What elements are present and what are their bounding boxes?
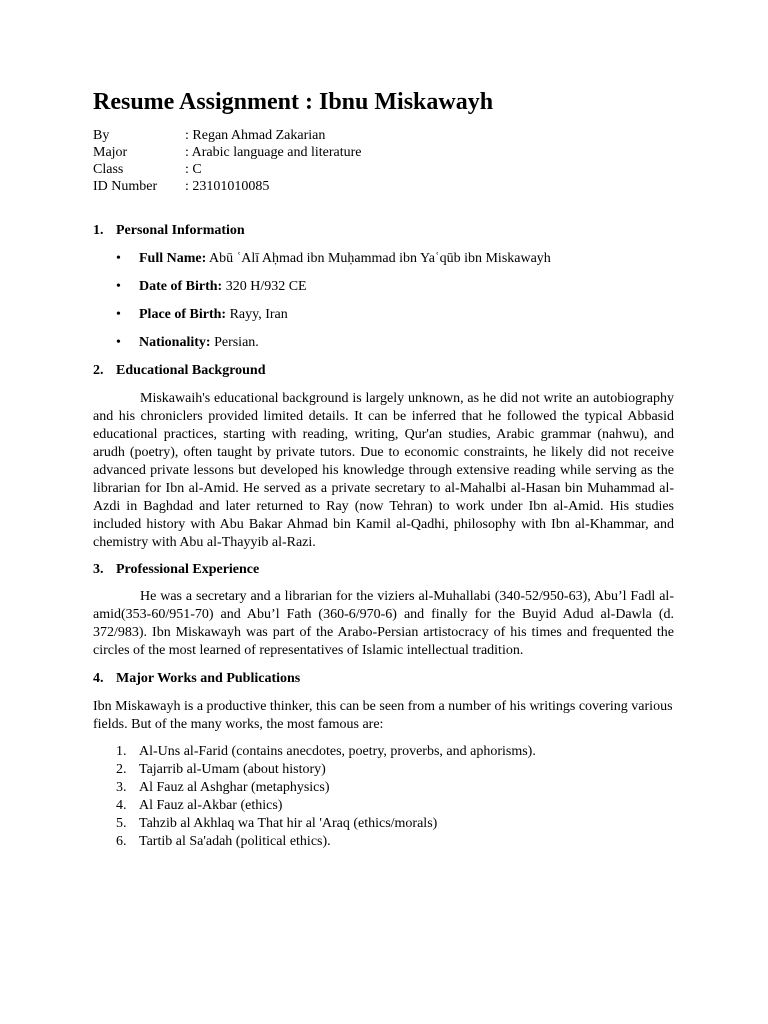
meta-key: Class [93,162,124,177]
author-info [93,127,674,195]
meta-value: : C [185,162,202,177]
document-title: Resume Assignment : Ibnu Miskawayh [93,89,494,115]
bullet-icon: • [116,251,121,266]
meta-key: By [93,128,110,143]
meta-row-by [93,127,674,144]
section-number: 4. [93,671,104,686]
meta-row-class [93,161,674,178]
field-value: 320 H/932 CE [222,279,307,294]
list-item [93,334,674,362]
field-label: Place of Birth: [139,307,227,322]
list-item [93,779,674,797]
bullet-icon: • [116,335,121,350]
section-title: Major Works and Publications [116,671,301,686]
education-paragraph: Miskawaih's educational background is largely unknown, as he did not write an autobiography and his chroniclers provided limited details. It can be inferred that he followed the typical Abbasid educational practices, starting with reading, writing, Qur'an studies, Arabic grammar (nahwu), and arudh (poetry), often taught by private tutors. Due to economic constraints, he likely did not receive advanced private lessons but developed his knowledge through extensive reading while serving as the librarian for Ibn al-Amid. He served as a private secretary to al-Mahalbi al-Hasan bin Muhammad al-Azdi in Baghdad and later returned to Ray (now Tehran) to work under Ibn al-Amid. His studies included history with Abu Bakar Ahmad bin Kamil al-Qadhi, philosophy with Ibn al-Khammar, and chemistry with Abu al-Thayyib al-Razi. [93,391,674,550]
bullet-icon: • [116,307,121,322]
personal-info-list [93,250,674,362]
section-number: 1. [93,223,104,238]
work-title: Tahzib al Akhlaq wa That hir al 'Araq (ethics/morals) [139,816,438,831]
list-number: 1. [116,744,127,759]
list-number: 2. [116,762,127,777]
section-heading-educational-background [93,362,674,380]
field-label: Date of Birth: [139,279,223,294]
work-title: Al Fauz al-Akbar (ethics) [139,798,283,813]
experience-paragraph: He was a secretary and a librarian for the viziers al-Muhallabi (340-52/950-63), Abu’l Fadl al-amid(353-60/951-70) and Abu’l Fath (360-6/970-6) and finally for the Buyid Adud al-Dawla (d. 372/983). Ibn Miskawayh was part of the Arabo-Persian artistocracy of his times and frequented the circles of the most learned of representatives of Islamic intellectual tradition. [93,589,674,658]
works-intro: Ibn Miskawayh is a productive thinker, this can be seen from a number of his writings covering various fields. But of the many works, the most famous are: [93,699,673,732]
work-title: Tartib al Sa'adah (political ethics). [139,834,331,849]
section-title: Personal Information [116,223,245,238]
section-number: 2. [93,363,104,378]
list-number: 6. [116,834,127,849]
field-value: Abū ʿAlī Aḥmad ibn Muḥammad ibn Yaʿqūb ibn Miskawayh [206,251,551,266]
document-page [93,88,674,851]
field-label: Full Name: [139,251,207,266]
field-value: Persian. [210,335,259,350]
section-title: Professional Experience [116,562,260,577]
bullet-icon: • [116,279,121,294]
work-title: Al Fauz al Ashghar (metaphysics) [139,780,330,795]
section-number: 3. [93,562,104,577]
section-heading-professional-experience [93,561,674,579]
field-label: Nationality: [139,335,211,350]
meta-value: : Arabic language and literature [185,145,362,160]
list-item [93,761,674,779]
list-item [93,306,674,334]
list-item [93,833,674,851]
meta-row-major [93,144,674,161]
meta-value: : 23101010085 [185,179,270,194]
list-item [93,250,674,278]
list-item [93,743,674,761]
meta-value: : Regan Ahmad Zakarian [185,128,326,143]
section-heading-personal-information [93,222,674,240]
section-title: Educational Background [116,363,266,378]
field-value: Rayy, Iran [226,307,288,322]
work-title: Al-Uns al-Farid (contains anecdotes, poetry, proverbs, and aphorisms). [139,744,536,759]
meta-row-id-number [93,178,674,195]
section-heading-major-works [93,670,674,688]
works-list [93,743,674,851]
list-number: 3. [116,780,127,795]
list-item [93,278,674,306]
list-number: 5. [116,816,127,831]
work-title: Tajarrib al-Umam (about history) [139,762,326,777]
list-item [93,797,674,815]
list-number: 4. [116,798,127,813]
list-item [93,815,674,833]
meta-key: Major [93,145,128,160]
meta-key: ID Number [93,179,158,194]
